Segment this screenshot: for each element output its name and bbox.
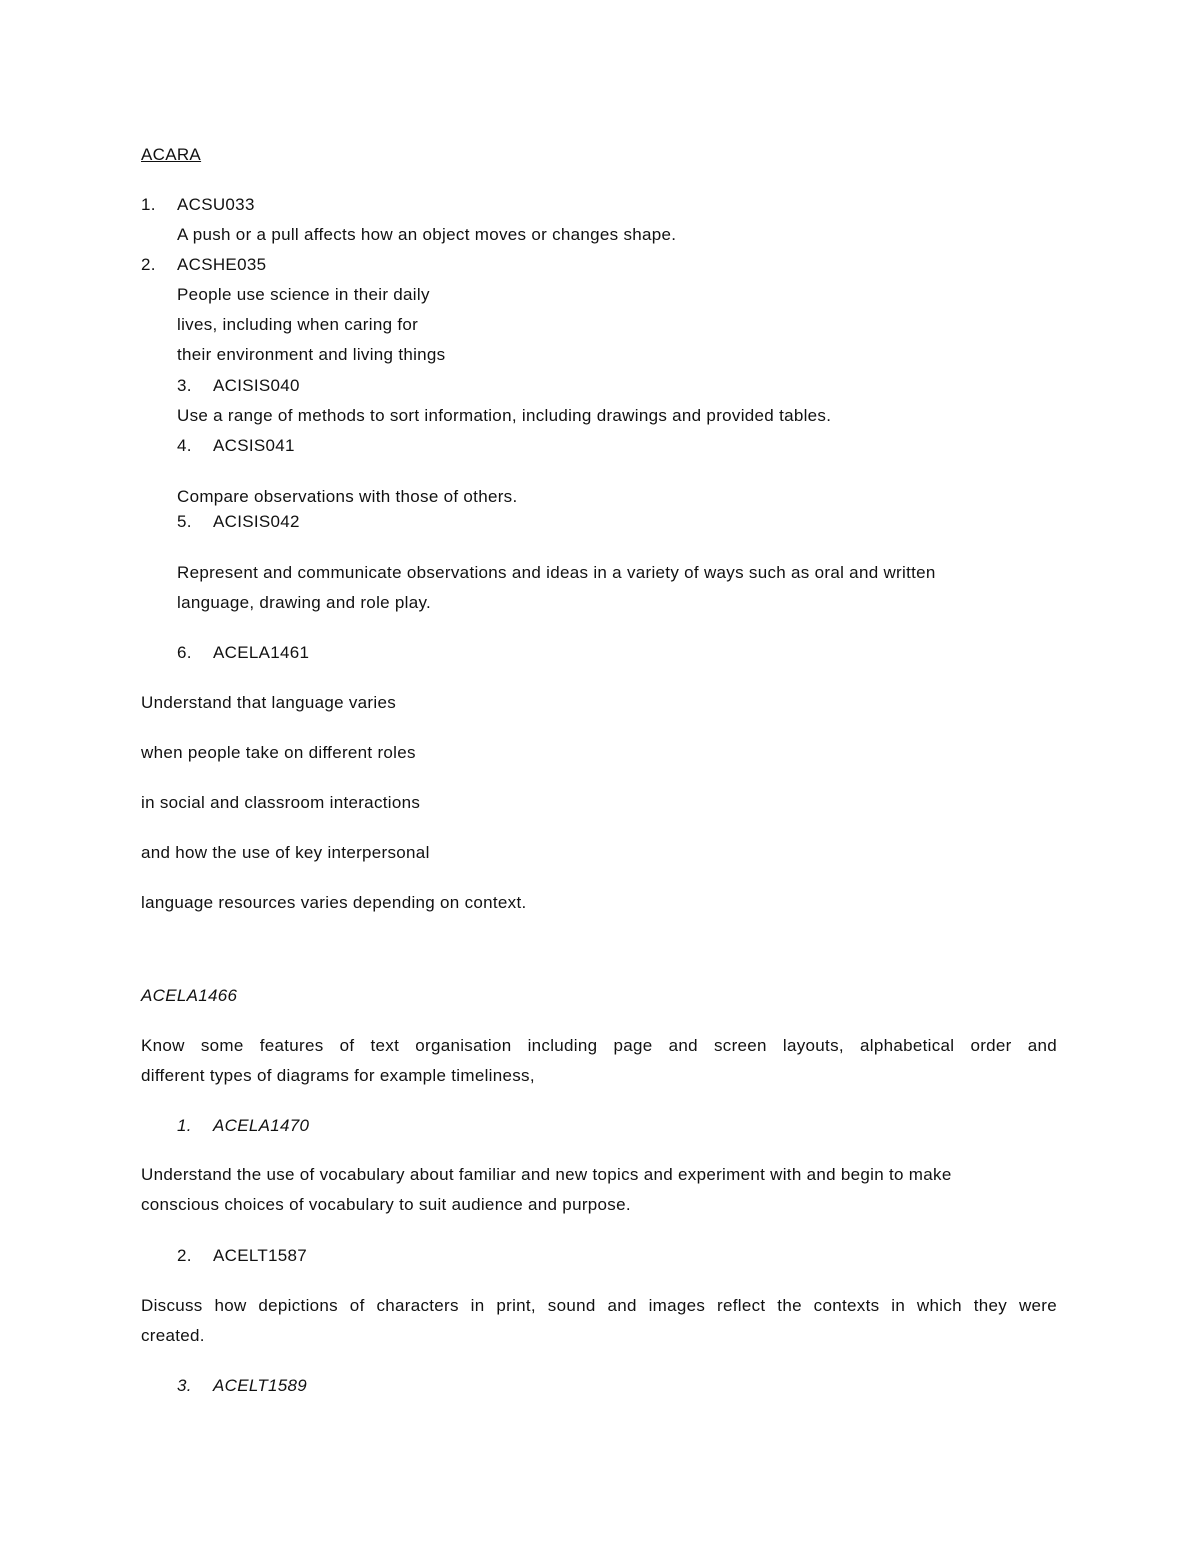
paragraph-line: language resources varies depending on context. (141, 893, 527, 912)
list-number: 3. (177, 1376, 192, 1395)
item-5-text-line: Represent and communicate observations and ideas in a variety of ways such as oral and written (177, 563, 936, 582)
item-code: ACSHE035 (177, 255, 267, 274)
item-4-text: Compare observations with those of others. (177, 487, 518, 506)
list-item-5-header (177, 511, 300, 533)
item-3-text: Use a range of methods to sort information, including drawings and provided tables. (177, 406, 832, 425)
list-item-2-header (141, 254, 266, 276)
item-code: ACELT1589 (213, 1376, 308, 1395)
list-item-6-header (177, 642, 309, 664)
item-code: ACISIS040 (213, 376, 300, 395)
section-item-3-header (177, 1375, 307, 1397)
section-item-1-text-line: Understand the use of vocabulary about familiar and new topics and experiment with and begin to make (141, 1165, 952, 1184)
item-code: ACISIS042 (213, 512, 300, 531)
section-text-line: Know some features of text organisation including page and screen layouts, alphabetical order and (141, 1036, 1057, 1055)
list-number: 1. (141, 195, 156, 214)
section-text-line: different types of diagrams for example timeliness, (141, 1066, 535, 1085)
section-item-2-text-line: created. (141, 1326, 205, 1345)
list-number: 2. (141, 255, 156, 274)
section-code: ACELA1466 (141, 986, 238, 1005)
paragraph-line: Understand that language varies (141, 693, 397, 712)
paragraph-line: in social and classroom interactions (141, 793, 421, 812)
item-code: ACELA1461 (213, 643, 310, 662)
item-code: ACELA1470 (213, 1116, 310, 1135)
list-number: 2. (177, 1246, 192, 1265)
list-item-1-header (141, 194, 255, 216)
list-item-3-header (177, 375, 300, 397)
list-number: 6. (177, 643, 192, 662)
section-item-2-text-line: Discuss how depictions of characters in print, sound and images reflect the contexts in which they were (141, 1296, 1057, 1315)
list-number: 1. (177, 1116, 192, 1135)
paragraph-line: when people take on different roles (141, 743, 416, 762)
list-number: 4. (177, 436, 192, 455)
item-code: ACSIS041 (213, 436, 295, 455)
item-5-text-line: language, drawing and role play. (177, 593, 432, 612)
item-code: ACELT1587 (213, 1246, 308, 1265)
list-number: 3. (177, 376, 192, 395)
section-item-1-text-line: conscious choices of vocabulary to suit audience and purpose. (141, 1195, 631, 1214)
list-item-4-header (177, 435, 295, 457)
item-2-text-line: People use science in their daily (177, 285, 430, 304)
item-1-text: A push or a pull affects how an object moves or changes shape. (177, 225, 677, 244)
item-2-text-line: lives, including when caring for (177, 315, 419, 334)
list-number: 5. (177, 512, 192, 531)
item-2-text-line: their environment and living things (177, 345, 446, 364)
item-code: ACSU033 (177, 195, 255, 214)
section-item-2-header (177, 1245, 307, 1267)
paragraph-line: and how the use of key interpersonal (141, 843, 430, 862)
document-title: ACARA (141, 145, 202, 164)
section-item-1-header (177, 1115, 309, 1137)
